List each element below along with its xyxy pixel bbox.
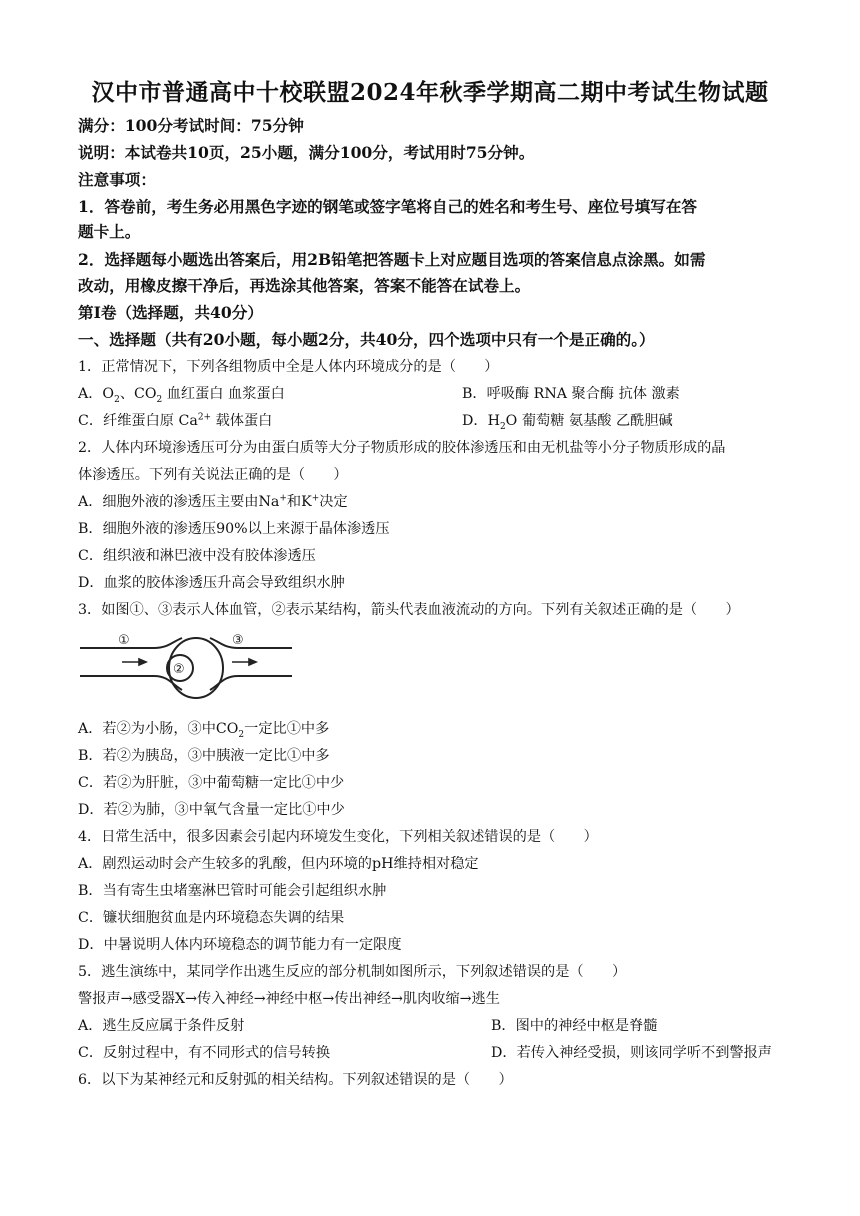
question-1-options-row-1 bbox=[78, 384, 680, 405]
question-5-options-row-2 bbox=[78, 1043, 772, 1063]
question-5-option-b: B．图中的神经中枢是脊髓 bbox=[491, 1018, 658, 1034]
attention-item-2-line-2: 改动，用橡皮擦干净后，再选涂其他答案，答案不能答在试卷上。 bbox=[78, 276, 531, 295]
vessel-3-top-wall bbox=[210, 638, 292, 648]
vessel-1-top-wall bbox=[80, 638, 182, 648]
question-2-stem-line-1: 2．人体内环境渗透压可分为由蛋白质等大分子物质形成的胶体渗透压和由无机盐等小分子物质形成的晶 bbox=[78, 440, 726, 456]
diagram-label-3: ③ bbox=[232, 633, 244, 648]
section-heading: 一、选择题（共有20小题，每小题2分，共40分，四个选项中只有一个是正确的。） bbox=[78, 330, 655, 349]
question-1-option-c: C．纤维蛋白原 $Ca^{2+}$ 载体蛋白 bbox=[78, 412, 273, 429]
question-1-option-d: D．$H_2O$ 葡萄糖 氨基酸 乙酰胆碱 bbox=[462, 413, 673, 432]
exam-note: 说明：本试卷共10页，25小题，满分100分，考试用时75分钟。 bbox=[78, 143, 535, 162]
question-5-option-c: C．反射过程中，有不同形式的信号转换 bbox=[78, 1045, 331, 1061]
question-1-stem: 1．正常情况下，下列各组物质中全是人体内环境成分的是（ ） bbox=[78, 359, 499, 375]
question-3-option-c: C．若②为肝脏，③中葡萄糖一定比①中少 bbox=[78, 775, 345, 791]
attention-item-1-line-2: 题卡上。 bbox=[78, 222, 141, 241]
question-6-stem: 6．以下为某神经元和反射弧的相关结构。下列叙述错误的是（ ） bbox=[78, 1072, 513, 1088]
diagram-label-2: ② bbox=[173, 662, 185, 677]
question-2-stem-line-2: 体渗透压。下列有关说法正确的是（ ） bbox=[78, 467, 348, 483]
attention-item-1-line-1: 1．答卷前，考生务必用黑色字迹的钢笔或签字笔将自己的姓名和考生号、座位号填写在答 bbox=[78, 197, 698, 216]
question-1-options-row-2 bbox=[78, 411, 673, 432]
question-3-option-a: A．若②为小肠，③中$CO_2$一定比①中多 bbox=[78, 721, 330, 740]
question-4-option-a: A．剧烈运动时会产生较多的乳酸，但内环境的pH维持相对稳定 bbox=[78, 856, 479, 872]
flow-arrow-left-head bbox=[139, 659, 146, 665]
question-4-stem: 4．日常生活中，很多因素会引起内环境发生变化，下列相关叙述错误的是（ ） bbox=[78, 829, 598, 845]
flow-arrow-right-head bbox=[249, 659, 256, 665]
question-5-options-row-1 bbox=[78, 1016, 658, 1036]
question-5-option-d: D．若传入神经受损，则该同学听不到警报声 bbox=[491, 1045, 772, 1061]
vessel-1-bottom-wall bbox=[80, 676, 182, 690]
blood-vessel-diagram bbox=[76, 628, 296, 708]
attention-item-2-line-1: 2．选择题每小题选出答案后，用2B铅笔把答题卡上对应题目选项的答案信息点涂黑。如需 bbox=[78, 250, 706, 269]
question-2-option-c: C．组织液和淋巴液中没有胶体渗透压 bbox=[78, 548, 316, 564]
question-3-option-d: D．若②为肺，③中氧气含量一定比①中少 bbox=[78, 802, 345, 818]
question-4-option-d: D．中暑说明人体内环境稳态的调节能力有一定限度 bbox=[78, 937, 402, 953]
attention-heading: 注意事项： bbox=[78, 170, 156, 189]
question-3-stem: 3．如图①、③表示人体血管，②表示某结构，箭头代表血液流动的方向。下列有关叙述正确的是（ ） bbox=[78, 602, 740, 618]
question-3-option-b: B．若②为胰岛，③中胰液一定比①中多 bbox=[78, 748, 330, 764]
question-5-option-a: A．逃生反应属于条件反射 bbox=[78, 1018, 245, 1034]
question-4-option-b: B．当有寄生虫堵塞淋巴管时可能会引起组织水肿 bbox=[78, 883, 387, 899]
score-time: 满分：100分考试时间：75分钟 bbox=[78, 116, 304, 135]
question-1-option-a: A．$O_2$、$CO_2$ 血红蛋白 血浆蛋白 bbox=[78, 386, 285, 405]
question-5-flow: 警报声→感受器X→传入神经→神经中枢→传出神经→肌肉收缩→逃生 bbox=[78, 991, 500, 1007]
page-title: 汉中市普通高中十校联盟2024年秋季学期高二期中考试生物试题 bbox=[91, 79, 769, 106]
question-2-option-b: B．细胞外液的渗透压90%以上来源于晶体渗透压 bbox=[78, 521, 390, 537]
question-1-option-b: B．呼吸酶 RNA 聚合酶 抗体 激素 bbox=[462, 386, 680, 402]
question-5-stem: 5．逃生演练中，某同学作出逃生反应的部分机制如图所示，下列叙述错误的是（ ） bbox=[78, 964, 627, 980]
question-4-option-c: C．镰状细胞贫血是内环境稳态失调的结果 bbox=[78, 910, 345, 926]
diagram-label-1: ① bbox=[118, 633, 130, 648]
question-2-option-a: A．细胞外液的渗透压主要由Na+和K+决定 bbox=[78, 493, 348, 510]
question-2-option-d: D．血浆的胶体渗透压升高会导致组织水肿 bbox=[78, 575, 345, 591]
volume-heading: 第Ⅰ卷（选择题，共40分） bbox=[78, 303, 263, 322]
